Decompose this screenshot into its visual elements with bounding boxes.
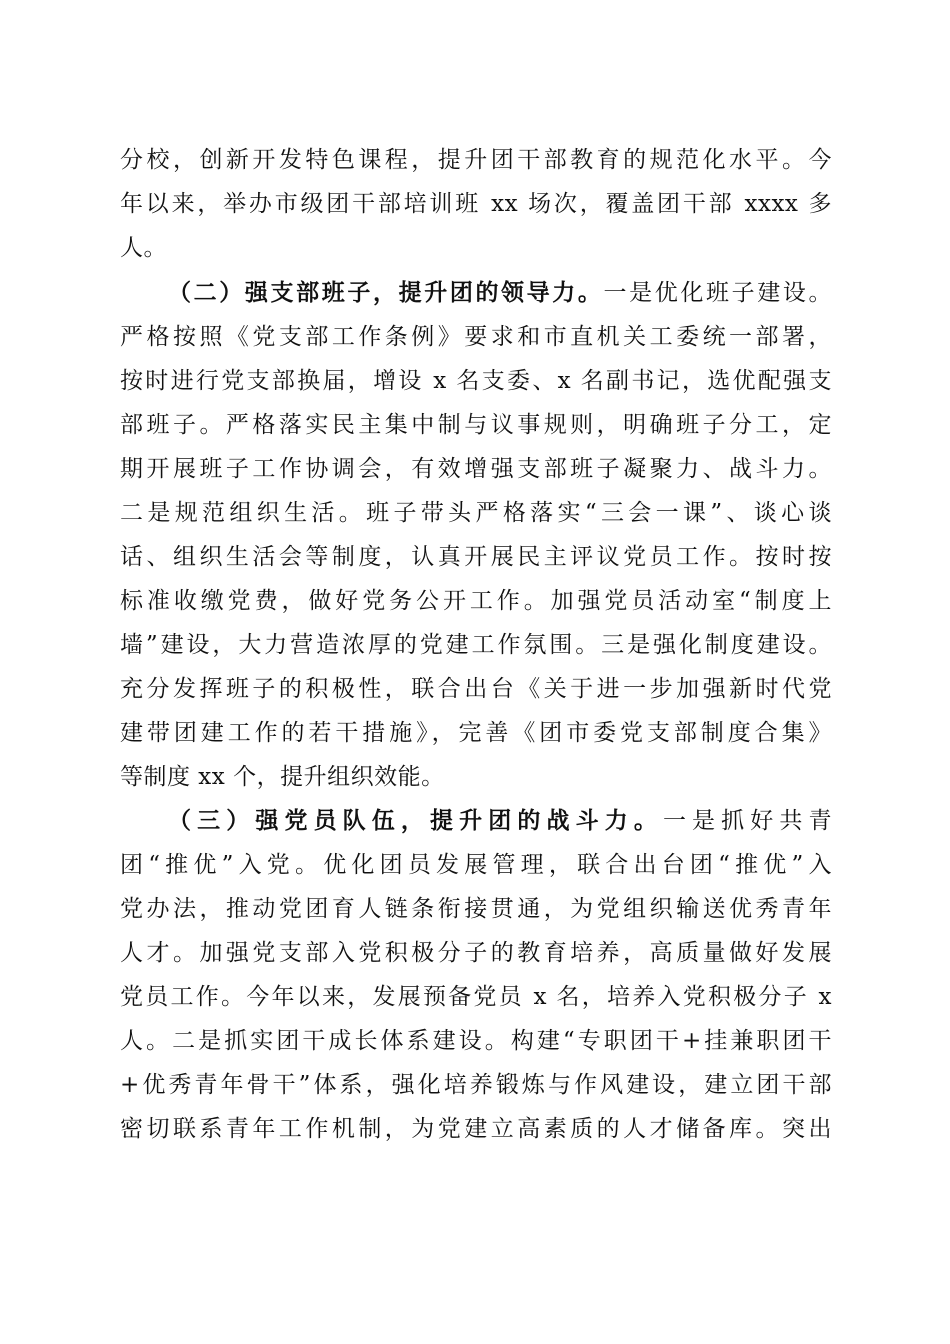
paragraph-first-line [168, 273, 832, 313]
text-line: 墙”建设，大力营造浓厚的党建工作氛围。三是强化制度建设。 [120, 632, 832, 658]
section-heading: （二）强支部班子，提升团的领导力。 [168, 279, 604, 306]
text-line: 密切联系青年工作机制，为党建立高素质的人才储备库。突出 [120, 1116, 832, 1142]
text-line: +优秀青年骨干”体系，强化培养锻炼与作风建设，建立团干部 [120, 1072, 832, 1098]
text-line: 话、组织生活会等制度，认真开展民主评议党员工作。按时按 [120, 544, 832, 570]
text-run: 一是抓好共青 [662, 808, 833, 834]
text-line: 按时进行党支部换届，增设 x 名支委、x 名副书记，选优配强支 [120, 368, 832, 394]
text-line: 团“推优”入党。优化团员发展管理，联合出台团“推优”入 [120, 852, 832, 878]
text-line: 党员工作。今年以来，发展预备党员 x 名，培养入党积极分子 x [120, 984, 832, 1010]
text-line: 部班子。严格落实民主集中制与议事规则，明确班子分工，定 [120, 412, 832, 438]
text-line: 严格按照《党支部工作条例》要求和市直机关工委统一部署， [120, 324, 832, 350]
text-line: 标准收缴党费，做好党务公开工作。加强党员活动室“制度上 [120, 588, 832, 614]
paragraph-first-line [168, 801, 832, 841]
text-line: 人。二是抓实团干成长体系建设。构建“专职团干+挂兼职团干 [120, 1028, 832, 1054]
text-line: 党办法，推动党团育人链条衔接贯通，为党组织输送优秀青年 [120, 896, 832, 922]
text-line: 分校，创新开发特色课程，提升团干部教育的规范化水平。今 [120, 147, 832, 173]
text-run: 一是优化班子建设。 [603, 280, 833, 306]
text-line: 期开展班子工作协调会，有效增强支部班子凝聚力、战斗力。 [120, 456, 832, 482]
text-line: 人。 [120, 235, 167, 261]
text-line: 等制度 xx 个，提升组织效能。 [120, 764, 445, 790]
text-line: 建带团建工作的若干措施》，完善《团市委党支部制度合集》 [120, 720, 832, 746]
text-line: 人才。加强党支部入党积极分子的教育培养，高质量做好发展 [120, 940, 832, 966]
section-heading: （三）强党员队伍，提升团的战斗力。 [168, 807, 663, 834]
text-line: 二是规范组织生活。班子带头严格落实“三会一课”、谈心谈 [120, 500, 832, 526]
text-line: 充分发挥班子的积极性，联合出台《关于进一步加强新时代党 [120, 676, 832, 702]
text-line: 年以来，举办市级团干部培训班 xx 场次，覆盖团干部 xxxx 多 [120, 191, 832, 217]
